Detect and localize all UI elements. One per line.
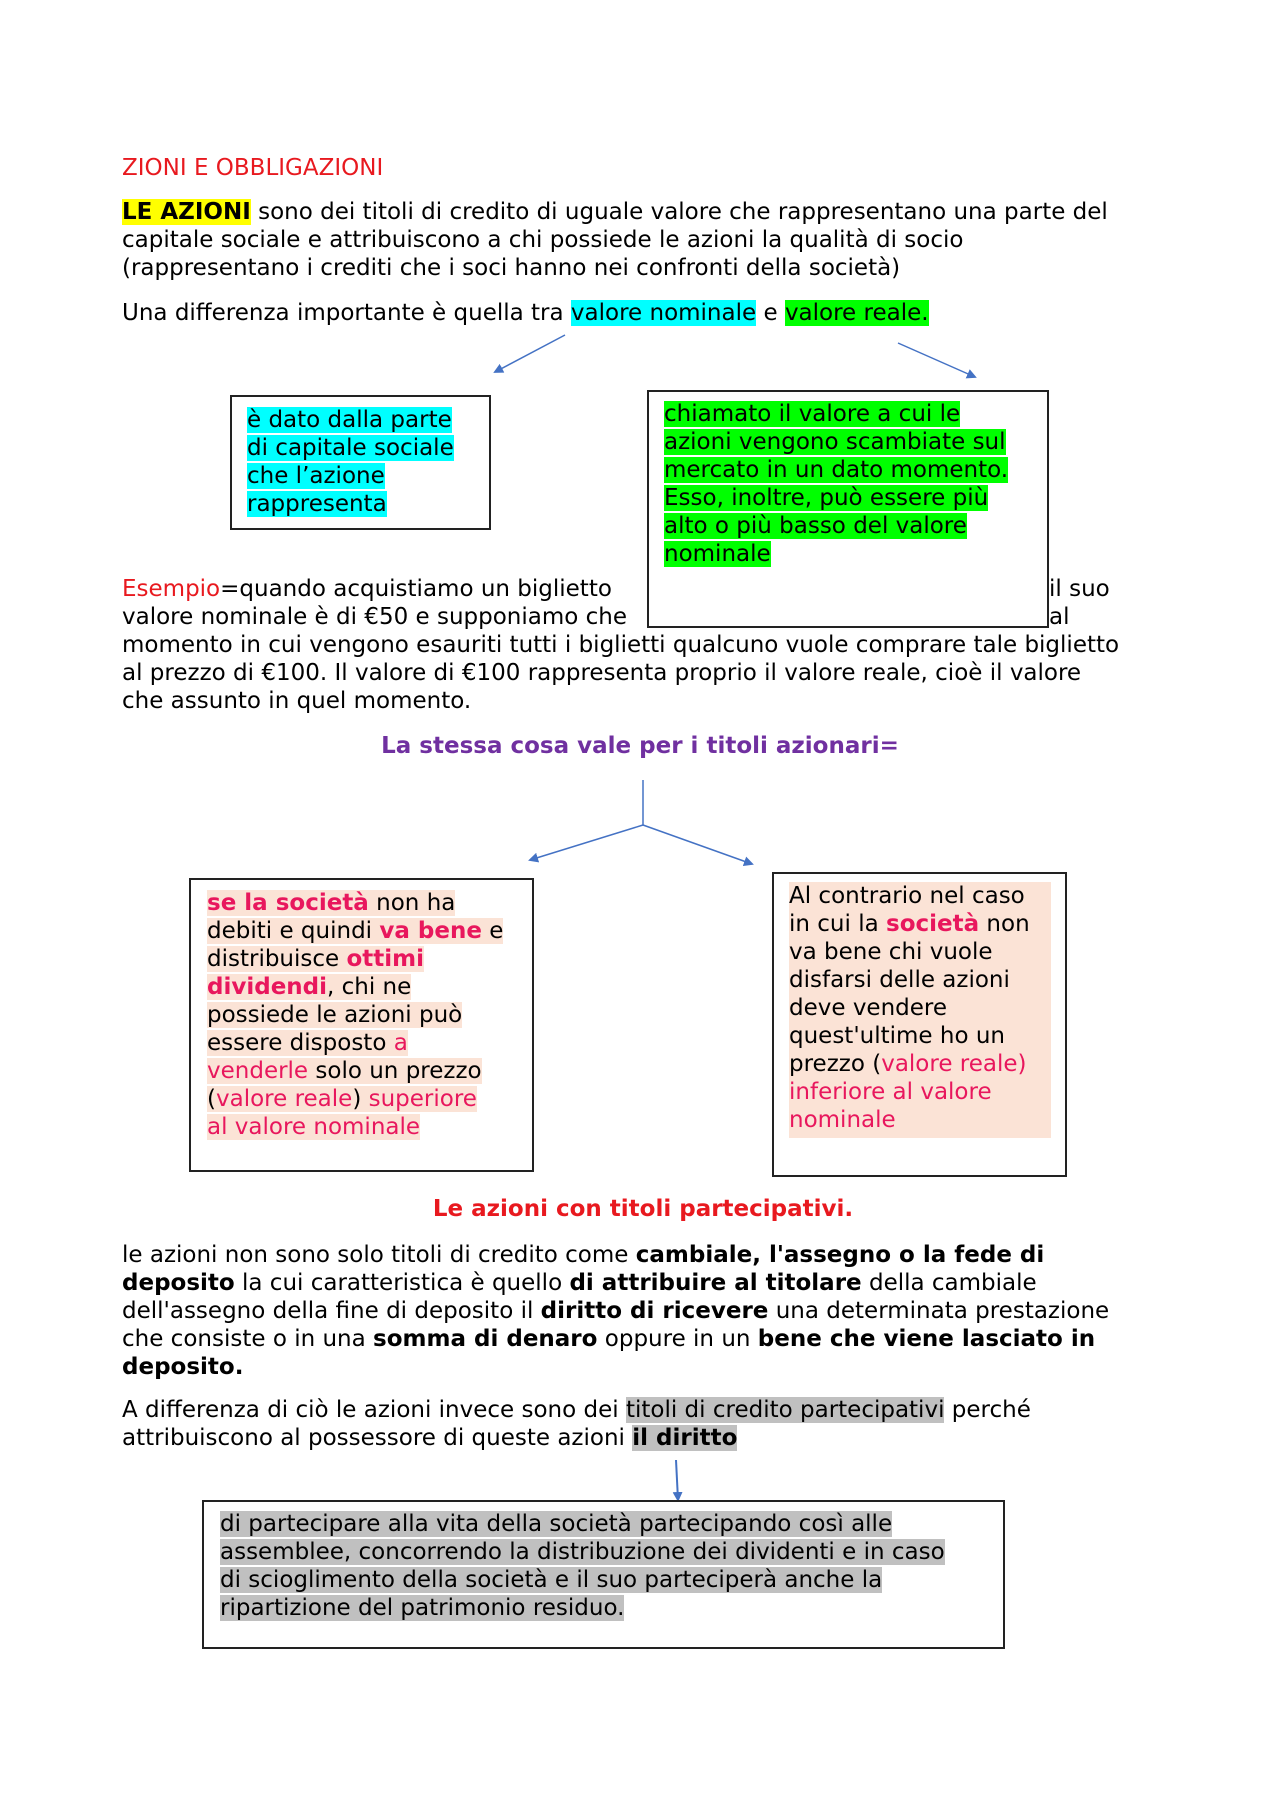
box-text: valore reale	[215, 1086, 353, 1112]
para1-line-2	[122, 1269, 1192, 1297]
box-text: società	[886, 911, 980, 937]
para-text: attribuiscono al possessore di queste azioni	[122, 1425, 633, 1451]
box-text: quest'ultime ho un	[789, 1023, 1006, 1049]
box-text: disfarsi delle azioni	[789, 967, 1010, 993]
para-text: le azioni non sono solo titoli di credito come	[122, 1242, 636, 1268]
box-text: venderle	[207, 1058, 309, 1084]
example-text: il suo	[1049, 576, 1110, 602]
box-text: e	[481, 918, 504, 944]
box-text: essere disposto	[207, 1030, 394, 1056]
term-valore-nominale: valore nominale	[570, 300, 757, 326]
box-text: prezzo (	[789, 1051, 882, 1077]
paragraph-titoli-credito	[122, 1241, 1192, 1381]
box-text: distribuisce	[207, 946, 347, 972]
box-societa-non-va-bene	[772, 872, 1067, 1177]
box-text: ottimi	[346, 946, 425, 972]
example-text: al	[1049, 604, 1070, 630]
box-text: (	[207, 1086, 216, 1112]
para1-line-1	[122, 1241, 1192, 1269]
box-valore-reale	[647, 390, 1049, 628]
box-line: di scioglimento della società e il suo parteciperà anche la	[220, 1567, 883, 1593]
box-text: Al contrario nel caso	[789, 883, 1025, 909]
para-text: oppure in un	[597, 1326, 758, 1352]
term-le-azioni: LE AZIONI	[122, 199, 251, 225]
arrow-to-bottom-box	[676, 1460, 678, 1500]
para1-line-4	[122, 1325, 1192, 1353]
box-diritto-partecipare	[202, 1500, 1005, 1649]
box-text: nominale	[789, 1107, 896, 1133]
page-title: ZIONI E OBBLIGAZIONI	[122, 155, 384, 181]
box-text: solo un prezzo	[308, 1058, 482, 1084]
para-text: una determinata prestazione	[768, 1298, 1110, 1324]
para-text: perché	[944, 1397, 1031, 1423]
box-line: che l’azione	[247, 463, 385, 489]
box-real-text	[664, 400, 1008, 568]
example-text: valore nominale è di €50 e supponiamo che	[122, 604, 628, 630]
para-text: diritto di ricevere	[540, 1298, 769, 1324]
heading-titoli-partecipativi: Le azioni con titoli partecipativi.	[432, 1196, 854, 1222]
para-text: somma di denaro	[373, 1326, 598, 1352]
box-line: è dato dalla parte	[247, 407, 452, 433]
box-line: Esso, inoltre, può essere più	[664, 485, 989, 511]
para-text: che consiste o in una	[122, 1326, 374, 1352]
example-text: =quando acquistiamo un biglietto	[220, 576, 612, 602]
para-text: della cambiale	[861, 1270, 1037, 1296]
box-line: ripartizione del patrimonio residuo.	[220, 1595, 625, 1621]
box-bottom-text	[220, 1510, 945, 1622]
term-valore-reale: valore reale.	[784, 300, 929, 326]
box-text: non	[979, 911, 1030, 937]
box-line: nominale	[664, 541, 771, 567]
box-text: al valore nominale	[207, 1114, 421, 1140]
box-line: rappresenta	[247, 491, 387, 517]
arrow-to-real	[898, 343, 975, 377]
box-text: inferiore al valore	[789, 1079, 992, 1105]
para-text: la cui caratteristica è quello	[234, 1270, 570, 1296]
box-line: chiamato il valore a cui le	[664, 401, 961, 427]
box-text: possiede le azioni può	[207, 1002, 463, 1028]
arrow-to-nominal	[495, 335, 565, 372]
box-text: deve vendere	[789, 995, 948, 1021]
box-text: va bene	[379, 918, 482, 944]
box-line: alto o più basso del valore	[664, 513, 967, 539]
heading-titoli-azionari: La stessa cosa vale per i titoli azionari=	[381, 733, 899, 759]
box-text: debiti e quindi	[207, 918, 380, 944]
box-text: in cui la	[789, 911, 886, 937]
para1-line-3	[122, 1297, 1192, 1325]
para-text: deposito	[122, 1270, 235, 1296]
para2-line-1	[122, 1396, 1192, 1424]
para-text: dell'assegno della fine di deposito il	[122, 1298, 541, 1324]
box-line: azioni vengono scambiate sul	[664, 429, 1006, 455]
arrow-to-right-case	[643, 825, 752, 864]
box-text: se la società	[207, 890, 369, 916]
example-line-3: momento in cui vengono esauriti tutti i biglietti qualcuno vuole comprare tale biglietto	[122, 632, 1120, 658]
box-line: assemblee, concorrendo la distribuzione dei dividenti e in caso	[220, 1539, 945, 1565]
arrow-to-left-case	[530, 825, 643, 860]
box-text: a	[393, 1030, 408, 1056]
example-line-4: al prezzo di €100. Il valore di €100 rappresenta proprio il valore reale, cioè il valore	[122, 660, 1082, 686]
para-text: A differenza di ciò le azioni invece sono dei	[122, 1397, 626, 1423]
para2-line-2	[122, 1424, 1192, 1452]
box-text: , chi ne	[327, 974, 412, 1000]
box-text: superiore	[368, 1086, 477, 1112]
difference-lead: Una differenza importante è quella tra	[122, 300, 571, 326]
box-valore-nominale	[230, 395, 491, 530]
box-text: non ha	[368, 890, 456, 916]
box-nominal-text	[247, 406, 454, 518]
box-left-text	[207, 889, 503, 1141]
box-text: )	[352, 1086, 369, 1112]
para-text: cambiale, l'assegno o la fede di	[635, 1242, 1045, 1268]
para-text: bene che viene lasciato in	[757, 1326, 1096, 1352]
para-text: di attribuire al titolare	[569, 1270, 862, 1296]
box-text: va bene chi vuole	[789, 939, 993, 965]
box-text: valore reale)	[881, 1051, 1027, 1077]
box-text: dividendi	[207, 974, 328, 1000]
example-label: Esempio	[122, 576, 221, 602]
box-right-text	[789, 882, 1051, 1138]
intro-line-3: (rappresentano i crediti che i soci hanno nei confronti della società)	[122, 255, 901, 281]
term-il-diritto: il diritto	[632, 1425, 738, 1451]
paragraph-partecipativi	[122, 1396, 1192, 1452]
intro-line-2: capitale sociale e attribuiscono a chi possiede le azioni la qualità di socio	[122, 227, 964, 253]
example-line-5: che assunto in quel momento.	[122, 688, 472, 714]
term-titoli-partecipativi: titoli di credito partecipativi	[625, 1397, 945, 1423]
difference-and: e	[756, 300, 785, 326]
box-line: di partecipare alla vita della società partecipando così alle	[220, 1511, 893, 1537]
box-line: di capitale sociale	[247, 435, 454, 461]
intro-text: sono dei titoli di credito di uguale valore che rappresentano una parte del	[250, 199, 1108, 225]
box-societa-va-bene	[189, 878, 534, 1172]
para1-line-5: deposito.	[122, 1354, 244, 1380]
box-line: mercato in un dato momento.	[664, 457, 1009, 483]
